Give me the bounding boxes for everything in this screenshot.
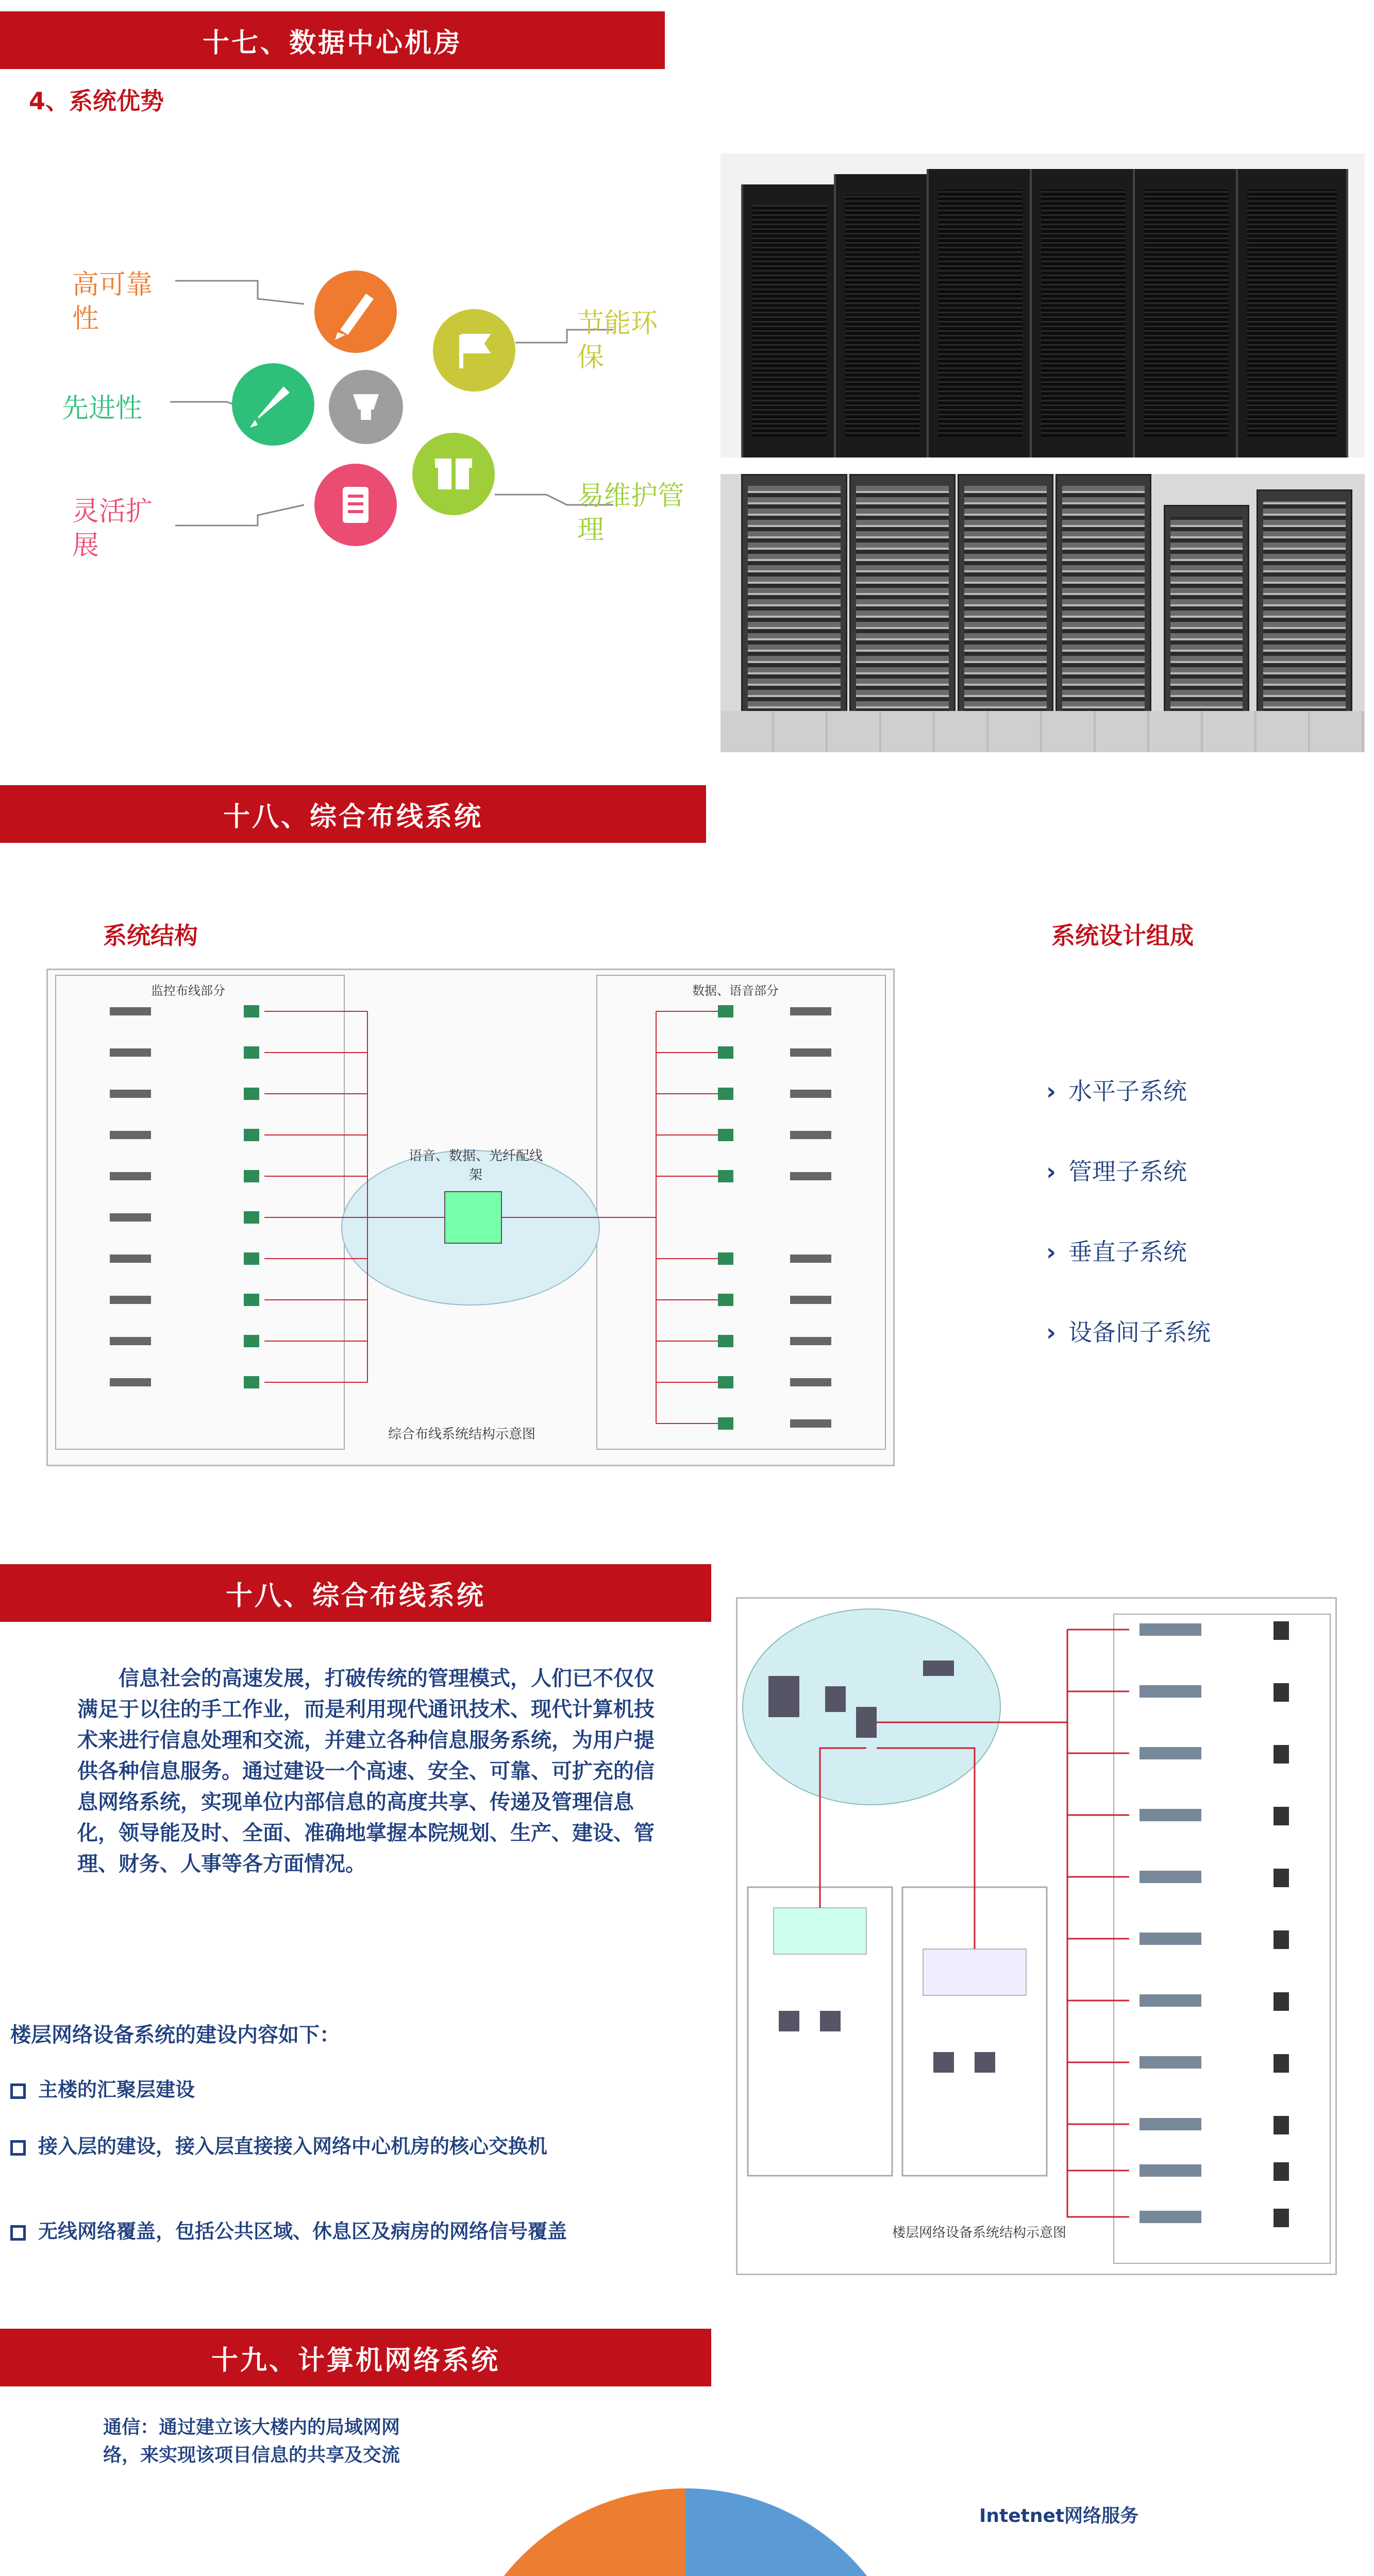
network-diagram bbox=[736, 1597, 1337, 2275]
connector-line bbox=[175, 281, 304, 304]
subsystem-label: 水平子系统 bbox=[1068, 1077, 1187, 1105]
diagram-caption: 楼层网络设备系统结构示意图 bbox=[892, 2225, 1067, 2241]
feature-reliability: 高可靠性 bbox=[72, 269, 153, 334]
list-item-label: 接入层的建设，接入层直接接入网络中心机房的核心交换机 bbox=[38, 2135, 548, 2158]
network-diagram-svg bbox=[738, 1599, 1335, 2274]
pie-slice-1 bbox=[454, 2488, 685, 2576]
section-title: 十九、计算机网络系统 bbox=[211, 2345, 500, 2376]
comm-text: 通信：通过建立该大楼内的局域网网络，来实现该项目信息的共享及交流 bbox=[103, 2417, 400, 2466]
chevron-right-icon: › bbox=[1046, 1238, 1056, 1266]
subsystem-label: 管理子系统 bbox=[1068, 1158, 1187, 1185]
checkbox-icon bbox=[10, 2083, 26, 2099]
list-title: 楼层网络设备系统的建设内容如下： bbox=[10, 2023, 340, 2047]
pie-chart-svg bbox=[454, 2488, 917, 2576]
structure-label: 系统结构 bbox=[103, 922, 198, 950]
left-panel-title: 监控布线部分 bbox=[151, 984, 225, 998]
subsystem-item bbox=[1046, 1212, 1211, 1292]
section-title: 十七、数据中心机房 bbox=[202, 27, 462, 59]
list-item-label: 主楼的汇聚层建设 bbox=[38, 2078, 195, 2101]
list-item bbox=[10, 2215, 567, 2244]
service-item: Intetnet网络服务 bbox=[979, 2505, 1139, 2527]
section-header-cabling-2 bbox=[0, 1564, 711, 1622]
feature-flexible: 灵活扩展 bbox=[72, 496, 153, 561]
subsystem-item bbox=[1046, 1292, 1211, 1372]
checkbox-icon bbox=[10, 2225, 26, 2241]
section-header-datacenter bbox=[0, 11, 665, 69]
cabling-diagram bbox=[46, 969, 895, 1466]
connector-line bbox=[175, 505, 304, 526]
diagram-caption: 综合布线系统结构示意图 bbox=[388, 1427, 536, 1442]
subsystem-label: 垂直子系统 bbox=[1068, 1238, 1187, 1266]
pie-chart bbox=[454, 2488, 917, 2576]
design-label: 系统设计组成 bbox=[1051, 922, 1194, 950]
chevron-right-icon: › bbox=[1046, 1077, 1056, 1105]
feature-maintenance: 易维护管理 bbox=[577, 481, 685, 546]
chevron-right-icon: › bbox=[1046, 1158, 1056, 1185]
subsystem-label: 设备间子系统 bbox=[1068, 1318, 1211, 1346]
section-header-network bbox=[0, 2329, 711, 2386]
intro-paragraph: 信息社会的高速发展，打破传统的管理模式，人们已不仅仅满足于以往的手工作业，而是利用现代通讯技术、现代计算机技术来进行信息处理和交流，并建立各种信息服务系统，为用户提供各种信息服务。通过建设一个高速、安全、可靠、可扩充的信息网络系统，实现单位内部信息的高度共享、传递及管理信息化，领导能及时、全面、准确地掌握本院规划、生产、建设、管理、财务、人事等各方面情况。 bbox=[77, 1667, 655, 1876]
section-title: 十八、综合布线系统 bbox=[223, 801, 483, 833]
list-item-label: 无线网络覆盖，包括公共区域、休息区及病房的网络信号覆盖 bbox=[38, 2220, 567, 2243]
checkbox-icon bbox=[10, 2140, 26, 2156]
section-header-cabling bbox=[0, 785, 706, 843]
server-cabinet-photo bbox=[720, 154, 1365, 457]
right-panel-title: 数据、语音部分 bbox=[692, 984, 779, 998]
center-label: 语音、数据、光纤配线架 bbox=[409, 1148, 543, 1183]
feature-energy: 节能环保 bbox=[577, 308, 658, 373]
feature-advanced: 先进性 bbox=[62, 393, 143, 424]
section-subtitle: 4、系统优势 bbox=[29, 87, 164, 115]
subsystem-item bbox=[1046, 1131, 1211, 1212]
pie-slice-0 bbox=[685, 2488, 917, 2576]
subsystem-list bbox=[1046, 1051, 1211, 1372]
cabling-diagram-svg bbox=[48, 970, 893, 1465]
chevron-right-icon: › bbox=[1046, 1318, 1056, 1346]
section-title: 十八、综合布线系统 bbox=[225, 1580, 485, 1612]
subsystem-item bbox=[1046, 1051, 1211, 1131]
list-item bbox=[10, 2130, 547, 2159]
server-room-photo bbox=[720, 474, 1365, 752]
list-item bbox=[10, 2074, 195, 2102]
